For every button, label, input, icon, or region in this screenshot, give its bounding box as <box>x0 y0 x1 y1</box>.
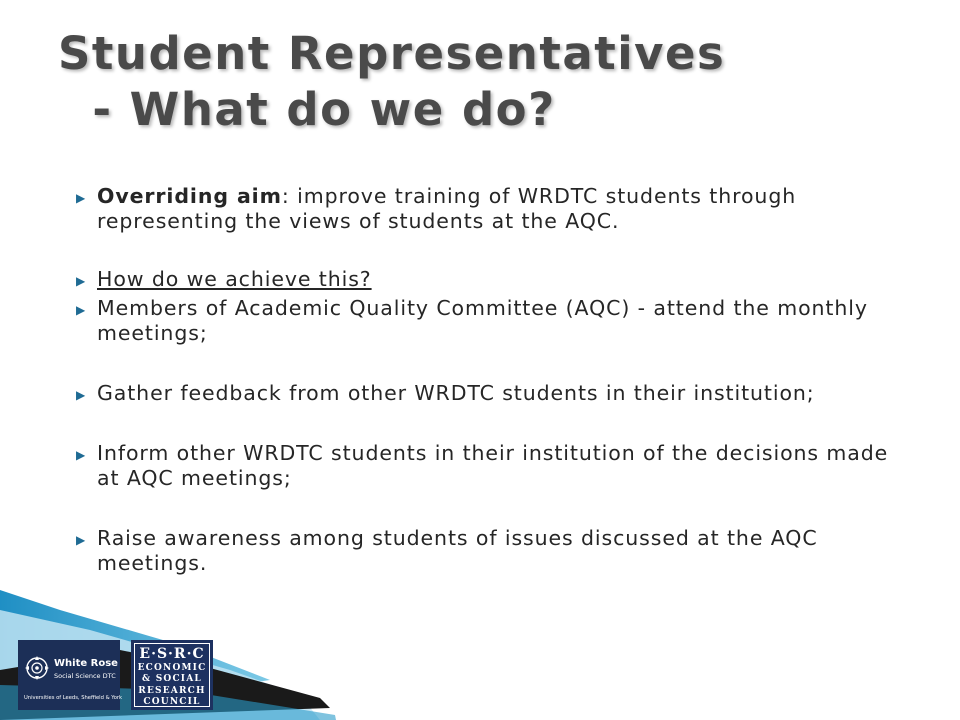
bullet-item <box>72 526 912 576</box>
title-line-1: Student Representatives <box>58 27 726 80</box>
bullet-text: Gather feedback from other WRDTC students in their institution; <box>97 381 815 405</box>
bullet-arrow-icon: ▶ <box>76 388 87 402</box>
bullet-arrow-icon: ▶ <box>76 533 87 547</box>
bullet-item <box>72 381 912 406</box>
title-line-2: - What do we do? <box>58 83 556 136</box>
white-rose-logo <box>18 640 123 710</box>
white-rose-name: White Rose <box>54 658 118 669</box>
esrc-line-social: & SOCIAL <box>142 674 202 685</box>
bullet-list <box>72 184 912 576</box>
bullet-text: How do we achieve this? <box>97 267 372 291</box>
slide-title <box>58 26 725 138</box>
esrc-line-research: RESEARCH <box>138 685 206 696</box>
bullet-text: Members of Academic Quality Committee (AQC) - attend the monthly meetings; <box>97 296 868 345</box>
white-rose-subtitle: Social Science DTC <box>54 672 116 680</box>
bullet-text: Inform other WRDTC students in their institution of the decisions made at AQC meetings; <box>97 441 889 490</box>
bullet-arrow-icon: ▶ <box>76 274 87 288</box>
bullet-item <box>72 267 912 292</box>
white-rose-universities: Universities of Leeds, Sheffield & York <box>24 695 123 701</box>
bullet-item <box>72 296 912 346</box>
esrc-acronym: E·S·R·C <box>139 646 205 662</box>
esrc-logo <box>131 640 213 710</box>
bullet-lead-text: Overriding aim <box>97 184 282 208</box>
bullet-text: : improve training of WRDTC students through representing the views of students at the AQC. <box>97 184 797 233</box>
esrc-line-economic: ECONOMIC <box>137 663 207 673</box>
bullet-text: Raise awareness among students of issues discussed at the AQC meetings. <box>97 526 818 575</box>
bullet-arrow-icon: ▶ <box>76 448 87 462</box>
bullet-item <box>72 184 912 234</box>
esrc-line-council: COUNCIL <box>143 696 201 707</box>
bullet-item <box>72 441 912 491</box>
bullet-arrow-icon: ▶ <box>76 303 87 317</box>
rose-emblem-icon <box>24 654 50 682</box>
bullet-arrow-icon: ▶ <box>76 191 87 205</box>
